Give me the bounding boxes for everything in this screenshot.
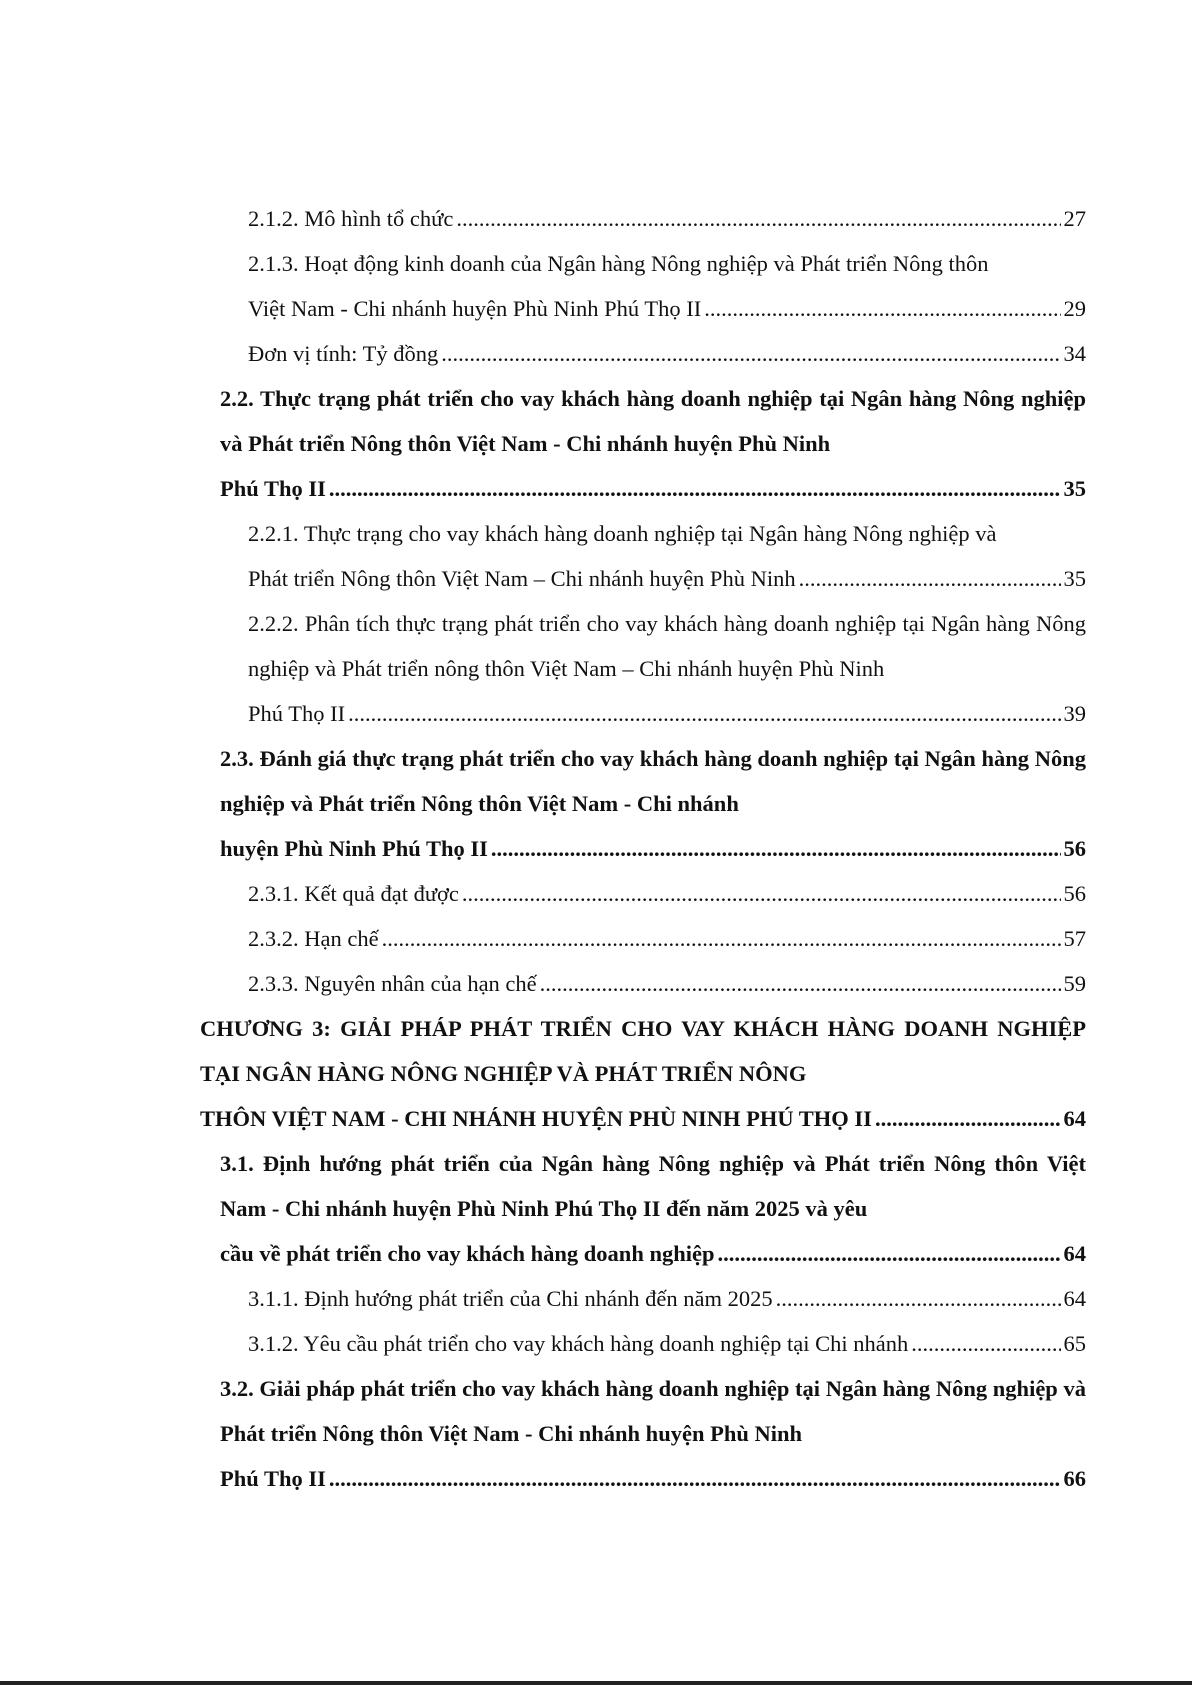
- toc-entry-title: 3.1.2. Yêu cầu phát triển cho vay khách hàng doanh nghiệp tại Chi nhánh: [248, 1331, 909, 1356]
- toc-dot-leader: [704, 286, 1060, 331]
- toc-dot-leader: [799, 556, 1061, 601]
- toc-page-number: 64: [1063, 1106, 1086, 1131]
- toc-entry-title-end: Việt Nam - Chi nhánh huyện Phù Ninh Phú Thọ II: [248, 296, 702, 321]
- toc-page-number: 56: [1063, 836, 1086, 861]
- toc-entry-2-2-2[interactable]: [0, 601, 1192, 736]
- toc-dot-leader: [348, 691, 1060, 736]
- toc-dot-leader: [462, 871, 1061, 916]
- toc-entry-2-2-1[interactable]: [0, 511, 1192, 601]
- toc-entry-3-1-2[interactable]: [0, 1321, 1192, 1366]
- toc-page-number: 66: [1063, 1466, 1086, 1491]
- toc-entry-title: 2.2.1. Thực trạng cho vay khách hàng doanh nghiệp tại Ngân hàng Nông nghiệp và: [248, 521, 997, 546]
- toc-entry-title-end: Phú Thọ II: [220, 476, 326, 501]
- toc-entry-title: 2.3.2. Hạn chế: [248, 926, 379, 951]
- toc-page-number: 64: [1063, 1241, 1086, 1266]
- toc-dot-leader: [776, 1276, 1061, 1321]
- toc-page-number: 39: [1063, 701, 1086, 726]
- toc-entry-title: 2.1.3. Hoạt động kinh doanh của Ngân hàng Nông nghiệp và Phát triển Nông thôn: [248, 251, 989, 276]
- toc-dot-leader: [329, 466, 1061, 511]
- toc-entry-2-1-3[interactable]: [0, 241, 1192, 331]
- toc-entry-3-1[interactable]: [0, 1141, 1192, 1276]
- toc-page-number: 35: [1063, 476, 1086, 501]
- toc-dot-leader: [911, 1321, 1060, 1366]
- toc-entry-title: 2.1.2. Mô hình tổ chức: [248, 206, 454, 231]
- toc-entry-title: 2.3.1. Kết quả đạt được: [248, 881, 459, 906]
- toc-page-number: 57: [1063, 926, 1086, 951]
- toc-page-number: 59: [1063, 971, 1086, 996]
- toc-entry-title-end: Phú Thọ II: [248, 701, 346, 726]
- toc-entry-title-end: Phú Thọ II: [220, 1466, 326, 1491]
- toc-dot-leader: [456, 196, 1060, 241]
- toc-entry-title: 3.1. Định hướng phát triển của Ngân hàng Nông nghiệp và Phát triển Nông thôn Việt Nam - Chi nhánh huyện Phù Ninh Phú Thọ II đến năm 2025 và yêu: [220, 1151, 1086, 1221]
- toc-dot-leader: [441, 331, 1060, 376]
- toc-entry-title-end: huyện Phù Ninh Phú Thọ II: [220, 836, 488, 861]
- toc-dot-leader: [875, 1096, 1061, 1141]
- toc-dot-leader: [382, 916, 1061, 961]
- toc-dot-leader: [329, 1456, 1061, 1501]
- page-bottom-edge: [0, 1681, 1192, 1685]
- toc-entry-2-2[interactable]: [0, 376, 1192, 511]
- toc-dot-leader: [491, 826, 1061, 871]
- toc-entry-title: CHƯƠNG 3: GIẢI PHÁP PHÁT TRIỂN CHO VAY KHÁCH HÀNG DOANH NGHIỆP TẠI NGÂN HÀNG NÔNG NGHIỆP VÀ PHÁT TRIỂN NÔNG: [200, 1016, 1086, 1086]
- toc-page-number: 65: [1063, 1331, 1086, 1356]
- toc-page-number: 35: [1063, 566, 1086, 591]
- toc-entry-title: 2.2.2. Phân tích thực trạng phát triển cho vay khách hàng doanh nghiệp tại Ngân hàng Nông nghiệp và Phát triển nông thôn Việt Nam – Chi nhánh huyện Phù Ninh: [248, 611, 1086, 681]
- toc-entry-3-1-1[interactable]: [0, 1276, 1192, 1321]
- toc-entry-2-3-2[interactable]: [0, 916, 1192, 961]
- toc-entry-title: 2.2. Thực trạng phát triển cho vay khách hàng doanh nghiệp tại Ngân hàng Nông nghiệp và Phát triển Nông thôn Việt Nam - Chi nhánh huyện Phù Ninh: [220, 386, 1086, 456]
- toc-entry-title: 3.1.1. Định hướng phát triển của Chi nhánh đến năm 2025: [248, 1286, 773, 1311]
- table-of-contents: [0, 196, 1192, 1501]
- toc-entry-title-end: Phát triển Nông thôn Việt Nam – Chi nhánh huyện Phù Ninh: [248, 566, 796, 591]
- toc-entry-title: Đơn vị tính: Tỷ đồng: [248, 341, 439, 366]
- toc-entry-title: 2.3.3. Nguyên nhân của hạn chế: [248, 971, 537, 996]
- toc-entry-title: 2.3. Đánh giá thực trạng phát triển cho vay khách hàng doanh nghiệp tại Ngân hàng Nông nghiệp và Phát triển Nông thôn Việt Nam - Chi nhánh: [220, 746, 1086, 816]
- toc-page-number: 27: [1063, 206, 1086, 231]
- toc-entry-title-end: cầu về phát triển cho vay khách hàng doanh nghiệp: [220, 1241, 715, 1266]
- toc-page-number: 34: [1063, 341, 1086, 366]
- toc-dot-leader: [717, 1231, 1060, 1276]
- toc-entry-3-2[interactable]: [0, 1366, 1192, 1501]
- toc-entry-2-3[interactable]: [0, 736, 1192, 871]
- toc-dot-leader: [540, 961, 1061, 1006]
- toc-entry-title-end: THÔN VIỆT NAM - CHI NHÁNH HUYỆN PHÙ NINH PHÚ THỌ II: [200, 1106, 872, 1131]
- toc-page-number: 29: [1063, 296, 1086, 321]
- toc-page-number: 56: [1063, 881, 1086, 906]
- toc-entry-title: 3.2. Giải pháp phát triển cho vay khách hàng doanh nghiệp tại Ngân hàng Nông nghiệp và Phát triển Nông thôn Việt Nam - Chi nhánh huyện Phù Ninh: [220, 1376, 1086, 1446]
- toc-entry-don-vi-tinh[interactable]: [0, 331, 1192, 376]
- toc-entry-2-3-3[interactable]: [0, 961, 1192, 1006]
- toc-entry-2-3-1[interactable]: [0, 871, 1192, 916]
- toc-page-number: 64: [1063, 1286, 1086, 1311]
- toc-entry-chuong-3[interactable]: [0, 1006, 1192, 1141]
- toc-entry-2-1-2[interactable]: [0, 196, 1192, 241]
